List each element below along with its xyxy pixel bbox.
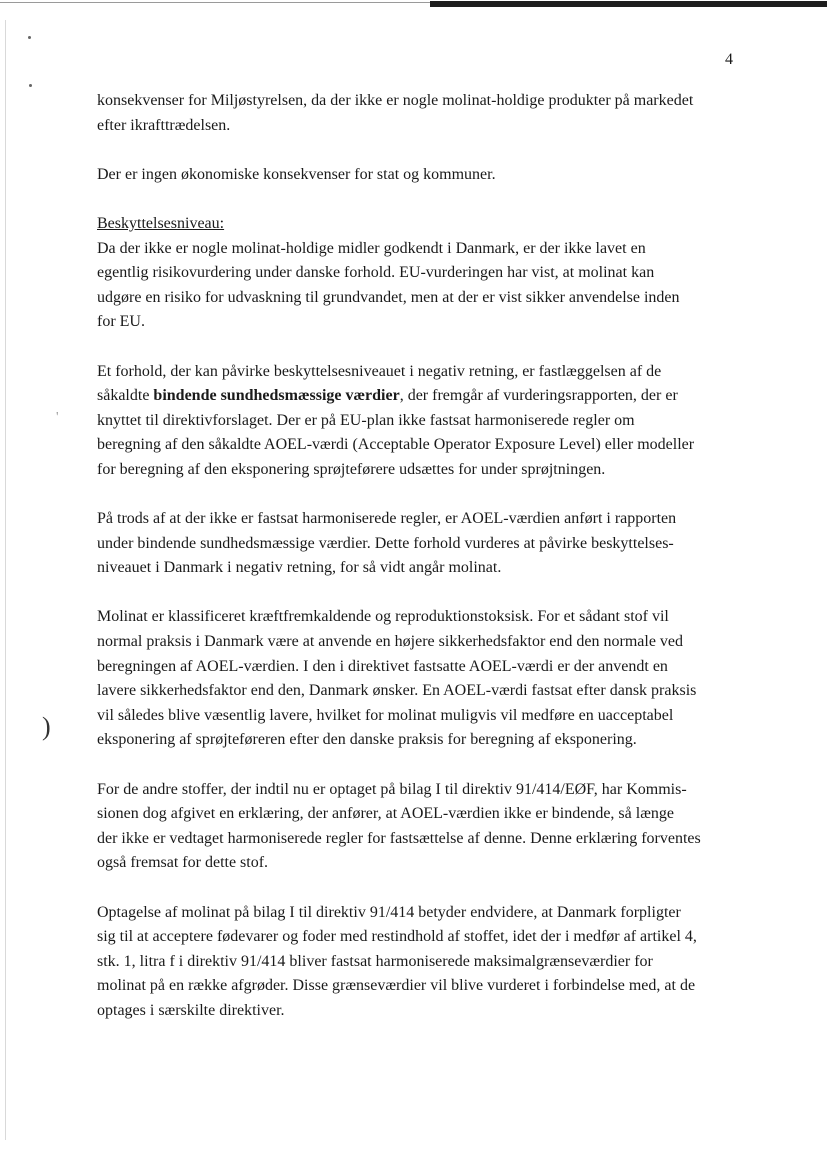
paragraph xyxy=(97,360,737,483)
text-line: eksponering af sprøjteføreren efter den danske praksis for beregning af eksponering. xyxy=(97,731,637,749)
scan-speck xyxy=(28,36,31,39)
text-line: optages i særskilte direktiver. xyxy=(97,1001,285,1019)
paragraph xyxy=(97,163,737,188)
text-line: Optagelse af molinat på bilag I til direktiv 91/414 betyder endvidere, at Danmark forpligter xyxy=(97,903,681,921)
text-line: molinat på en række afgrøder. Disse grænseværdier vil blive vurderet i forbindelse med, at de xyxy=(97,977,696,995)
top-scan-border xyxy=(0,0,827,8)
paragraph xyxy=(97,507,737,581)
margin-mark: ' xyxy=(56,410,59,425)
text-line: På trods af at der ikke er fastsat harmoniserede regler, er AOEL-værdien anført i rapporten xyxy=(97,510,677,528)
text-line: sig til at acceptere fødevarer og foder med restindhold af stoffet, idet der i medfør af artikel 4, xyxy=(97,928,697,946)
text-line: konsekvenser for Miljøstyrelsen, da der ikke er nogle molinat-holdige produkter på markedet xyxy=(97,92,694,109)
text-line: vil således blive væsentlig lavere, hvilket for molinat muligvis vil medføre en uacceptabel xyxy=(97,706,674,724)
text-line: efter ikrafttrædelsen. xyxy=(97,116,231,134)
text-line: også fremsat for dette stof. xyxy=(97,854,269,872)
paragraph xyxy=(97,212,737,335)
paragraph xyxy=(97,778,737,876)
scan-line-thin xyxy=(0,2,470,3)
document-body xyxy=(97,89,737,1048)
text-line: normal praksis i Danmark være at anvende en højere sikkerhedsfaktor end den normale ved xyxy=(97,633,684,651)
text-fragment: såkaldte xyxy=(97,387,154,405)
text-line: knyttet til direktivforslaget. Der er på EU-plan ikke fastsat harmoniserede regler om xyxy=(97,411,635,429)
text-line: under bindende sundhedsmæssige værdier. Dette forhold vurderes at påvirke beskyttelses- xyxy=(97,534,674,552)
text-line: stk. 1, litra f i direktiv 91/414 bliver fastsat harmoniserede maksimalgrænseværdier for xyxy=(97,952,653,970)
text-line: Da der ikke er nogle molinat-holdige midler godkendt i Danmark, er der ikke lavet en xyxy=(97,239,646,257)
page-number: 4 xyxy=(725,51,733,68)
text-line: For de andre stoffer, der indtil nu er optaget på bilag I til direktiv 91/414/EØF, har Kommis- xyxy=(97,780,687,798)
text-line: beregningen af AOEL-værdien. I den i direktivet fastsatte AOEL-værdi er der anvendt en xyxy=(97,657,668,675)
text-line: der ikke er vedtaget harmoniserede regler for fastsættelse af denne. Denne erklæring forventes xyxy=(97,829,701,847)
text-line: lavere sikkerhedsfaktor end den, Danmark ønsker. En AOEL-værdi fastsat efter dansk praksis xyxy=(97,682,697,700)
text-line: udgøre en risiko for udvaskning til grundvandet, men at der er vist sikker anvendelse inden xyxy=(97,288,680,306)
text-line: niveauet i Danmark i negativ retning, for så vidt angår molinat. xyxy=(97,559,502,577)
section-heading: Beskyttelsesniveau: xyxy=(97,214,225,232)
hole-punch-mark: ) xyxy=(42,712,51,741)
text-line: Der er ingen økonomiske konsekvenser for stat og kommuner. xyxy=(97,165,496,183)
text-line: beregning af den såkaldte AOEL-værdi (Acceptable Operator Exposure Level) eller modeller xyxy=(97,436,695,454)
paragraph xyxy=(97,901,737,1024)
text-line: sionen dog afgivet en erklæring, der anfører, at AOEL-værdien ikke er bindende, så længe xyxy=(97,805,674,823)
text-line: for EU. xyxy=(97,313,145,331)
paragraph xyxy=(97,605,737,753)
text-line: for beregning af den eksponering sprøjteførere udsættes for under sprøjtningen. xyxy=(97,460,606,478)
text-line: Et forhold, der kan påvirke beskyttelsesniveauet i negativ retning, er fastlæggelsen af de xyxy=(97,362,662,380)
text-fragment: , der fremgår af vurderingsrapporten, der er xyxy=(399,387,678,405)
paragraph xyxy=(97,89,737,138)
scan-line-thick xyxy=(430,1,827,7)
left-scan-edge xyxy=(5,20,6,1140)
text-line: egentlig risikovurdering under danske forhold. EU-vurderingen har vist, at molinat kan xyxy=(97,264,655,282)
text-line: Molinat er klassificeret kræftfremkaldende og reproduktionstoksisk. For et sådant stof vil xyxy=(97,608,669,626)
bold-term: bindende sundhedsmæssige værdier xyxy=(153,387,400,405)
text-line xyxy=(97,384,737,409)
scan-speck xyxy=(29,84,32,87)
